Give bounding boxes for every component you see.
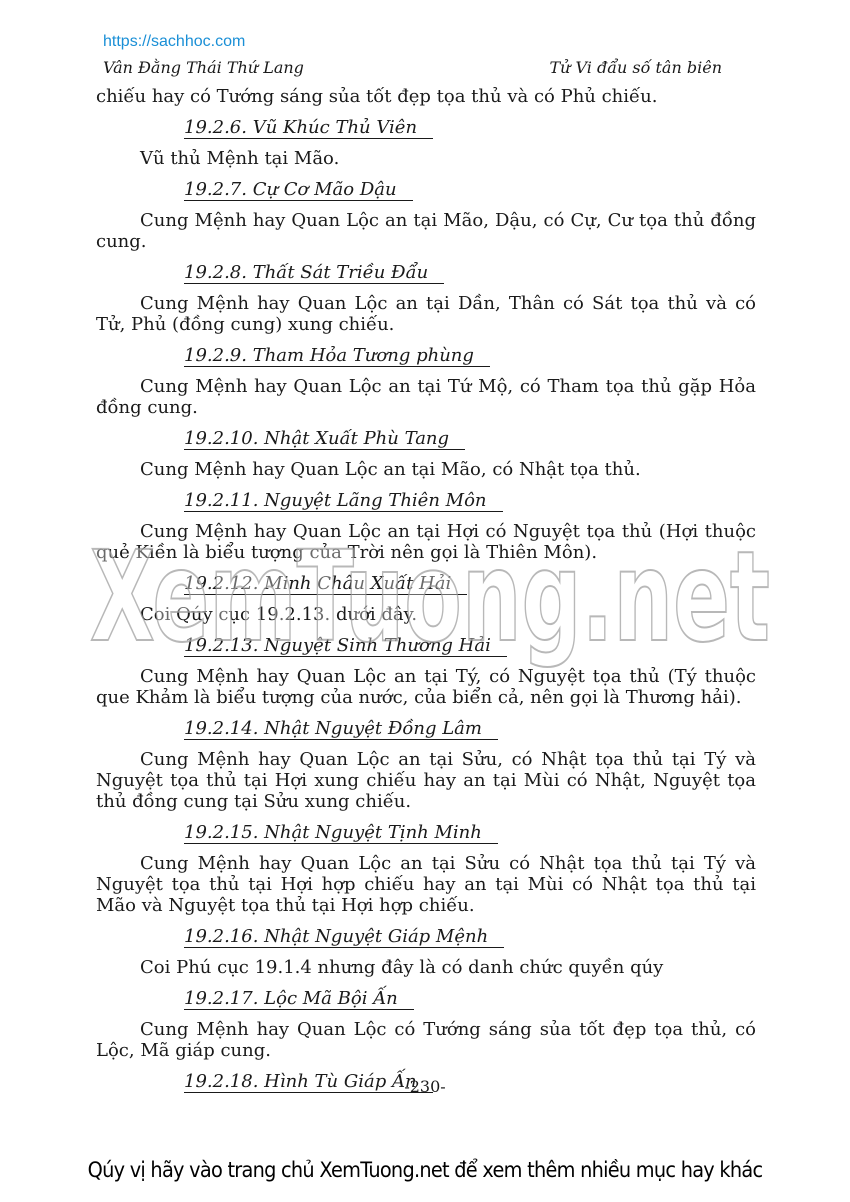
section-heading [96, 573, 756, 595]
site-url[interactable]: https://sachhoc.com [103, 33, 246, 50]
paragraph: Vũ thủ Mệnh tại Mão. [140, 148, 340, 169]
section-heading [96, 117, 756, 139]
section-heading [96, 718, 756, 740]
section-heading-text: 19.2.10. Nhật Xuất Phù Tang [184, 428, 465, 450]
paragraph: Coi Qúy cục 19.2.13. dưới đây. [140, 604, 418, 625]
section-heading-text: 19.2.6. Vũ Khúc Thủ Viên [184, 117, 433, 139]
section-heading-text: 19.2.16. Nhật Nguyệt Giáp Mệnh [184, 926, 504, 948]
section-heading [96, 345, 756, 367]
paragraph: Cung Mệnh hay Quan Lộc an tại Sửu có Nhật tọa thủ tại Tý và Nguyệt tọa thủ tại Hợi hợp chiếu hay an tại Mùi có Nhật tọa thủ tại Mão và Nguyệt tọa thủ tại Hợi hợp chiếu. [96, 853, 756, 916]
section-heading-text: 19.2.14. Nhật Nguyệt Đồng Lâm [184, 718, 498, 740]
section-heading-text: 19.2.9. Tham Hỏa Tương phùng [184, 345, 490, 367]
section-heading-text: 19.2.13. Nguyệt Sinh Thương Hải [184, 635, 507, 657]
page-number: -230- [404, 1077, 446, 1096]
section-heading [96, 428, 756, 450]
paragraph: Cung Mệnh hay Quan Lộc an tại Tý, có Nguyệt tọa thủ (Tý thuộc que Khảm là biểu tượng của nước, của biển cả, nên gọi là Thương hải). [96, 666, 756, 708]
header-author: Vân Đằng Thái Thứ Lang [103, 58, 304, 77]
section-heading [96, 988, 756, 1010]
paragraph: Cung Mệnh hay Quan Lộc có Tướng sáng sủa tốt đẹp tọa thủ, có Lộc, Mã giáp cung. [96, 1019, 756, 1061]
section-heading-text: 19.2.15. Nhật Nguyệt Tịnh Minh [184, 822, 498, 844]
section-heading-text: 19.2.17. Lộc Mã Bội Ấn [184, 988, 414, 1010]
paragraph: Cung Mệnh hay Quan Lộc an tại Mão, có Nhật tọa thủ. [140, 459, 641, 480]
section-heading [96, 926, 756, 948]
section-heading-text: 19.2.12. Minh Châu Xuất Hải [184, 573, 467, 595]
section-heading-text: 19.2.7. Cự Cơ Mão Dậu [184, 179, 413, 201]
watermark-text: XemTuong.net [90, 525, 770, 670]
paragraph: chiếu hay có Tướng sáng sủa tốt đẹp tọa thủ và có Phủ chiếu. [96, 86, 658, 107]
paragraph: Coi Phú cục 19.1.4 nhưng đây là có danh chức quyền qúy [140, 957, 664, 978]
section-heading [96, 490, 756, 512]
page-body [96, 86, 756, 1102]
section-heading [96, 822, 756, 844]
paragraph: Cung Mệnh hay Quan Lộc an tại Hợi có Nguyệt tọa thủ (Hợi thuộc quẻ Kiền là biểu tượng của Trời nên gọi là Thiên Môn). [96, 521, 756, 563]
section-heading [96, 262, 756, 284]
section-heading-text: 19.2.11. Nguyệt Lãng Thiên Môn [184, 490, 503, 512]
paragraph: Cung Mệnh hay Quan Lộc an tại Tứ Mộ, có Tham tọa thủ gặp Hỏa đồng cung. [96, 376, 756, 418]
header-book-title: Tử Vi đẩu số tân biên [549, 58, 722, 77]
section-heading [96, 635, 756, 657]
section-heading-text: 19.2.18. Hình Tù Giáp Ấn [184, 1071, 433, 1093]
section-heading-text: 19.2.8. Thất Sát Triều Đẩu [184, 262, 444, 284]
section-heading [96, 179, 756, 201]
paragraph: Cung Mệnh hay Quan Lộc an tại Mão, Dậu, có Cự, Cư tọa thủ đồng cung. [96, 210, 756, 252]
paragraph: Cung Mệnh hay Quan Lộc an tại Sửu, có Nhật tọa thủ tại Tý và Nguyệt tọa thủ tại Hợi xung chiếu hay an tại Mùi có Nhật, Nguyệt tọa thủ đồng cung tại Sửu xung chiếu. [96, 749, 756, 812]
footer-banner[interactable]: Qúy vị hãy vào trang chủ XemTuong.net để xem thêm nhiều mục hay khác [87, 1158, 763, 1182]
paragraph: Cung Mệnh hay Quan Lộc an tại Dần, Thân có Sát tọa thủ và có Tử, Phủ (đồng cung) xung chiếu. [96, 293, 756, 335]
